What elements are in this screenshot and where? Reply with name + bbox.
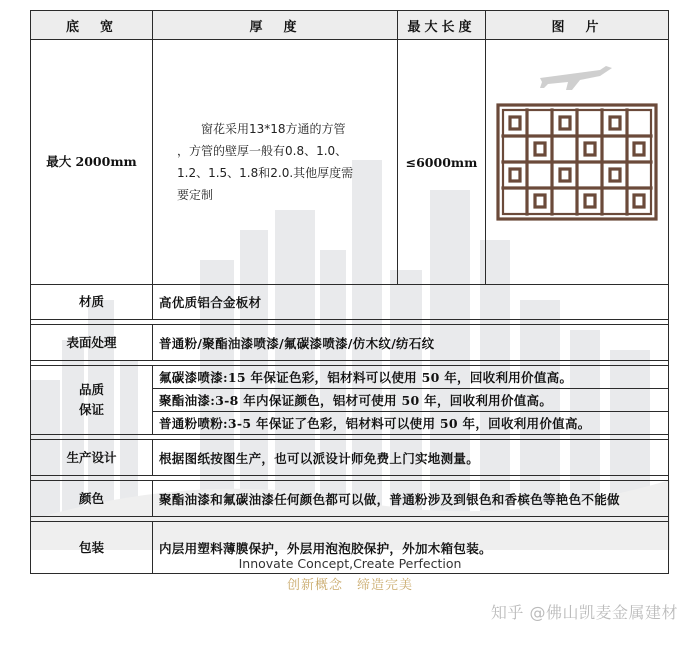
spec-main-row bbox=[31, 40, 669, 285]
quality-item: 聚酯油漆:3-8 年内保证颜色，铝材可使用 50 年，回收利用价值高。 bbox=[153, 389, 669, 412]
color-row bbox=[31, 481, 669, 517]
slogan-english: Innovate Concept,Create Perfection bbox=[238, 556, 462, 571]
thickness-line: 1.2、1.5、1.8和2.0.其他厚度需 bbox=[177, 166, 354, 180]
header-max-length: 最大长度 bbox=[398, 11, 486, 40]
quality-label bbox=[31, 366, 153, 435]
color-value: 聚酯油漆和氟碳油漆任何颜色都可以做，普通粉涉及到银色和香槟色等艳色不能做 bbox=[153, 481, 669, 517]
width-value: 最大 2000mm bbox=[31, 40, 153, 285]
color-label: 颜色 bbox=[31, 481, 153, 517]
material-label: 材质 bbox=[31, 285, 153, 320]
surface-label: 表面处理 bbox=[31, 325, 153, 361]
surface-row bbox=[31, 325, 669, 361]
production-row bbox=[31, 440, 669, 476]
thickness-description bbox=[153, 40, 398, 285]
material-value: 高优质铝合金板材 bbox=[153, 285, 669, 320]
quality-item: 普通粉喷粉:3-5 年保证了色彩，铝材料可以使用 50 年，回收利用价值高。 bbox=[153, 412, 669, 435]
quality-row bbox=[31, 366, 669, 389]
header-picture: 图 片 bbox=[486, 11, 669, 40]
window-lattice-image bbox=[496, 103, 658, 221]
spec-table bbox=[30, 10, 669, 574]
header-thickness: 厚 度 bbox=[153, 11, 398, 40]
max-length-value: ≤6000mm bbox=[398, 40, 486, 285]
thickness-line: 要定制 bbox=[177, 188, 214, 202]
table-header-row bbox=[31, 11, 669, 40]
header-width: 底 宽 bbox=[31, 11, 153, 40]
thickness-line: ，方管的壁厚一般有0.8、1.0、 bbox=[177, 144, 348, 158]
quality-item: 氟碳漆喷漆:15 年保证色彩，铝材料可以使用 50 年，回收利用价值高。 bbox=[153, 366, 669, 389]
product-picture-cell bbox=[486, 40, 669, 285]
material-row bbox=[31, 285, 669, 320]
quality-label-line: 保证 bbox=[78, 402, 104, 417]
watermark: 知乎 @佛山凯麦金属建材 bbox=[490, 603, 678, 622]
production-value: 根据图纸按图生产，也可以派设计师免费上门实地测量。 bbox=[153, 440, 669, 476]
production-label: 生产设计 bbox=[31, 440, 153, 476]
quality-label-line: 品质 bbox=[78, 382, 104, 397]
packaging-label: 包装 bbox=[31, 522, 153, 574]
packaging-value: 内层用塑料薄膜保护，外层用泡泡胶保护，外加木箱包装。 bbox=[153, 522, 669, 574]
slogan-chinese: 创新概念 缔造完美 bbox=[286, 578, 413, 593]
thickness-line: 窗花采用13*18方通的方管 bbox=[201, 122, 346, 136]
surface-value: 普通粉/聚酯油漆喷漆/氟碳漆喷漆/仿木纹/纺石纹 bbox=[153, 325, 669, 361]
